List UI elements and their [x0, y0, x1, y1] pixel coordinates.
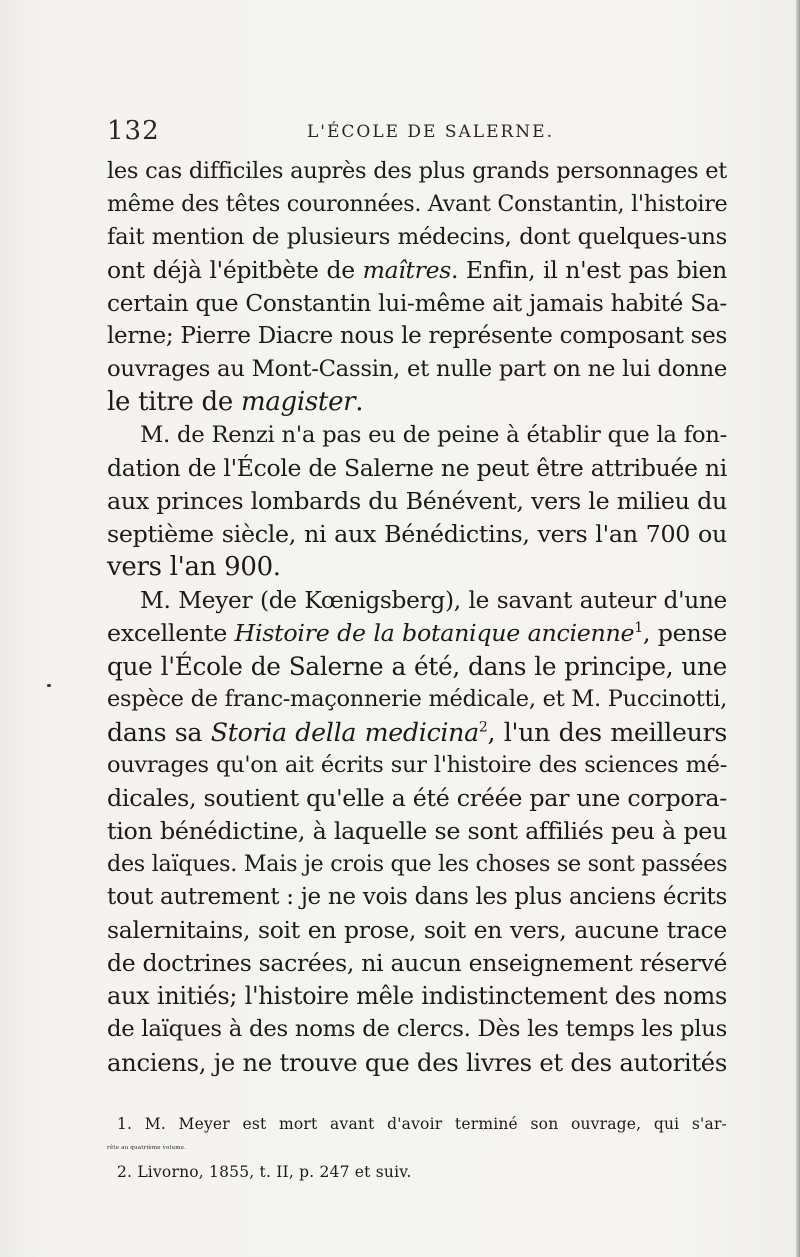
text-line: vers l'an 900. — [107, 552, 281, 582]
italic-title: Histoire de la botanique ancienne — [234, 619, 635, 647]
text-span: ont déjà l'épitbète de — [107, 256, 363, 284]
text-line: tout autrement : je ne vois dans les plus anciens écrits — [107, 884, 727, 910]
text-line: que l'École de Salerne a été, dans le principe, une — [107, 652, 727, 681]
paragraph-first-line: M. Meyer (de Kœnigsberg), le savant auteur d'une — [140, 587, 727, 614]
text-line: des laïques. Mais je crois que les choses se sont passées — [107, 851, 728, 877]
italic-term: magister — [240, 387, 356, 417]
text-line: salernitains, soit en prose, soit en vers, aucune trace — [107, 916, 727, 944]
text-span: excellente — [107, 619, 235, 647]
text-span: . — [355, 387, 364, 417]
text-line — [107, 716, 727, 749]
italic-title: Storia della medicina — [210, 718, 479, 747]
text-line: ouvrages qu'on ait écrits sur l'histoire des sciences mé- — [107, 752, 727, 778]
text-line — [107, 617, 727, 650]
footnote-2: 2. Livorno, 1855, t. II, p. 247 et suiv. — [117, 1163, 412, 1181]
text-line: certain que Constantin lui-même ait jamais habité Sa- — [107, 290, 727, 317]
text-line: même des têtes couronnées. Avant Constantin, l'histoire — [107, 191, 728, 217]
text-line: aux initiés; l'histoire mêle indistinctement des noms — [107, 982, 727, 1010]
text-line: de laïques à des noms de clercs. Dès les temps les plus — [107, 1016, 727, 1042]
text-span: dans sa — [107, 718, 211, 747]
text-line: dation de l'École de Salerne ne peut être attribuée ni — [107, 454, 727, 482]
text-line: septième siècle, ni aux Bénédictins, vers l'an 700 ou — [107, 520, 727, 548]
text-line: fait mention de plusieurs médecins, dont quelques-uns — [107, 224, 727, 250]
text-span: , pense — [642, 619, 728, 647]
text-line: aux princes lombards du Bénévent, vers le milieu du — [107, 487, 727, 515]
text-line: dicales, soutient qu'elle a été créée par une corpora- — [107, 784, 727, 812]
text-span: le titre de — [107, 387, 241, 417]
page-edge — [796, 0, 800, 1257]
footnote-ref: 2 — [478, 719, 488, 736]
footnote-ref: 1 — [634, 620, 643, 637]
text-span: , l'un des meilleurs — [487, 718, 727, 747]
running-title: L'ÉCOLE DE SALERNE. — [307, 122, 554, 142]
text-line — [107, 254, 727, 287]
italic-term: maîtres — [362, 256, 451, 284]
body-text — [107, 155, 727, 1079]
text-line: tion bénédictine, à laquelle se sont affiliés peu à peu — [107, 817, 727, 845]
running-head — [107, 116, 727, 148]
footnotes — [107, 1112, 727, 1184]
text-line: anciens, je ne trouve que des livres et des autorités — [107, 1048, 727, 1077]
margin-speck — [47, 684, 51, 687]
page-number: 132 — [107, 116, 160, 146]
footnote-1-continued: rête au quatrième volume. — [107, 1145, 187, 1151]
text-span: . Enfin, il n'est pas bien — [450, 256, 727, 284]
text-line: de doctrines sacrées, ni aucun enseignement réservé — [107, 949, 728, 977]
text-line: lerne; Pierre Diacre nous le représente composant ses — [107, 323, 727, 349]
text-line: espèce de franc-maçonnerie médicale, et M. Puccinotti, — [107, 686, 727, 712]
text-line: les cas difficiles auprès des plus grands personnages et — [107, 158, 727, 184]
text-line: ouvrages au Mont-Cassin, et nulle part on ne lui donne — [107, 356, 727, 382]
paragraph-first-line: M. de Renzi n'a pas eu de peine à établir que la fon- — [140, 422, 727, 448]
footnote-1: 1. M. Meyer est mort avant d'avoir terminé son ouvrage, qui s'ar- — [117, 1115, 727, 1133]
text-line — [107, 386, 727, 419]
